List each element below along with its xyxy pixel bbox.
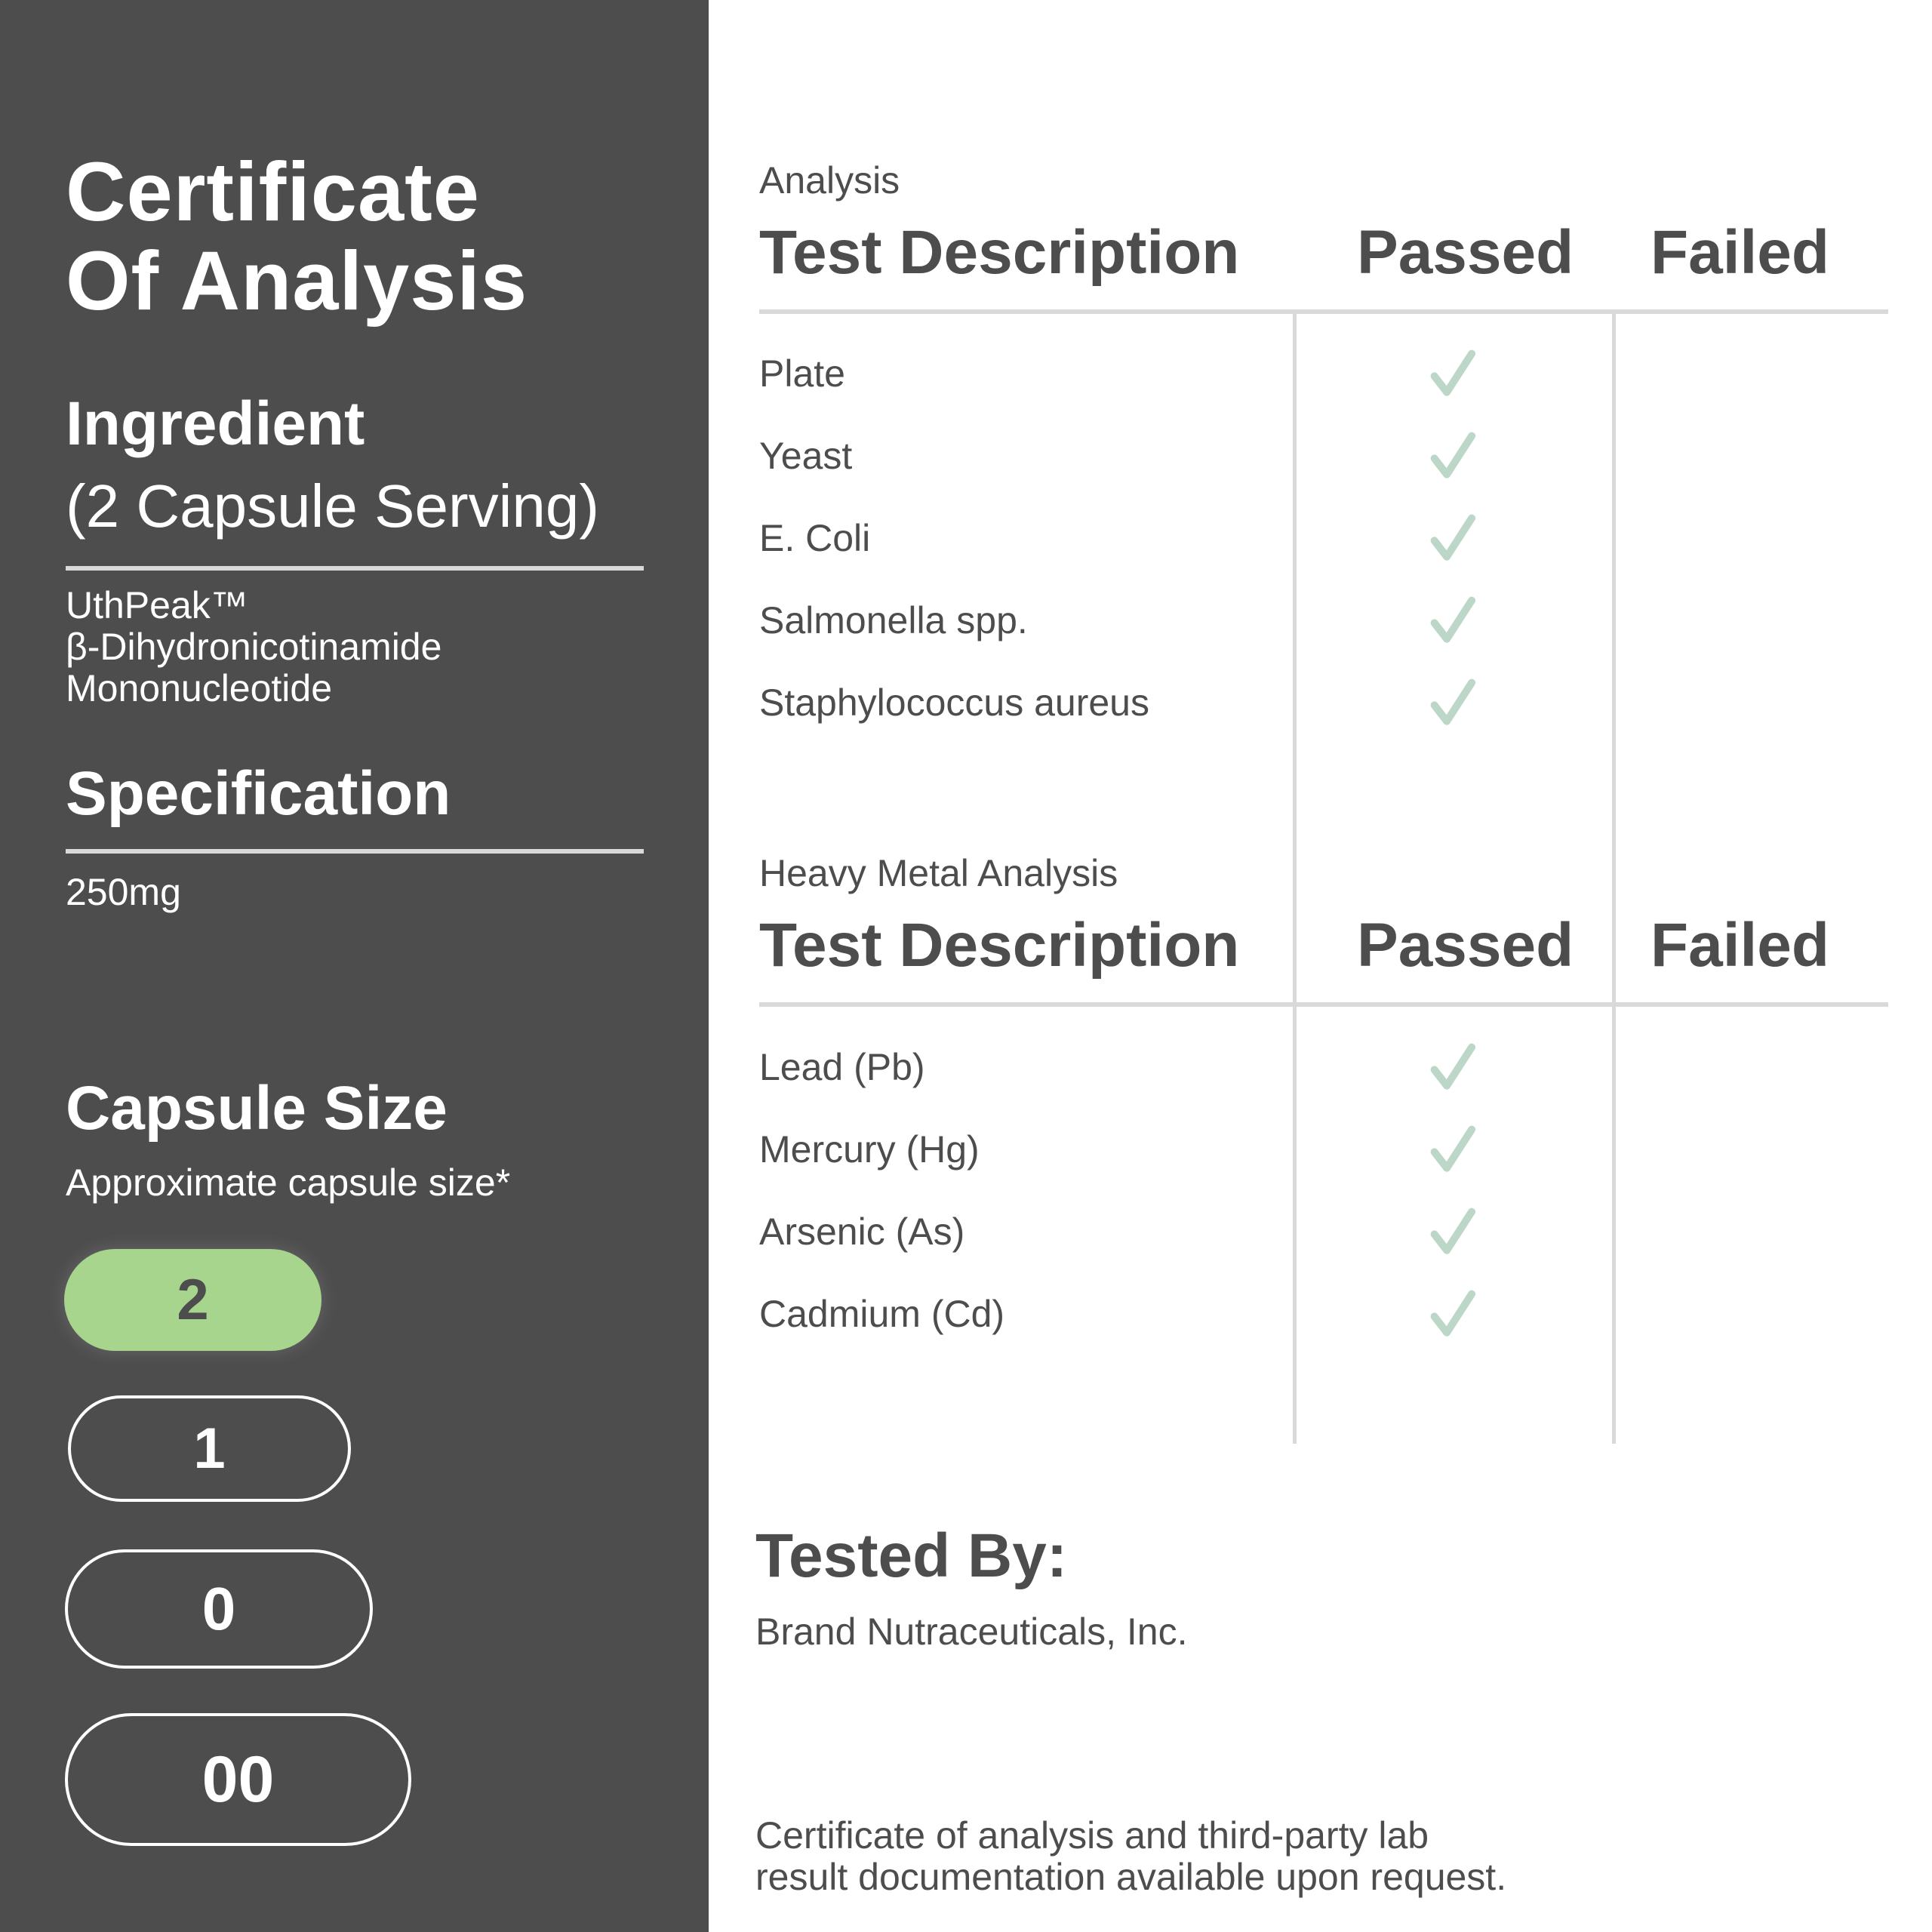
capsule-size-1[interactable] (68, 1395, 351, 1502)
table-row-test: Arsenic (As) (759, 1211, 965, 1253)
specification-value: 250mg (66, 871, 181, 913)
divider (66, 566, 644, 571)
table-row-test: Lead (Pb) (759, 1046, 925, 1088)
title-line-2: Of Analysis (66, 235, 528, 328)
checkmark-icon (1429, 513, 1479, 563)
checkmark-icon (1429, 431, 1479, 481)
checkmark-icon (1429, 678, 1479, 728)
column-divider (1293, 312, 1297, 1444)
table-row-test: E. Coli (759, 517, 871, 559)
column-header-failed: Failed (1651, 911, 1829, 980)
tested-by-heading: Tested By: (755, 1521, 1068, 1590)
capsule-size-00[interactable] (65, 1713, 411, 1846)
tested-by-lab: Brand Nutraceuticals, Inc. (755, 1611, 1188, 1653)
table-row-test: Mercury (Hg) (759, 1128, 980, 1171)
footer-line: Certificate of analysis and third-party lab (755, 1814, 1429, 1857)
table-header-divider (759, 1002, 1888, 1007)
column-header-failed: Failed (1651, 218, 1829, 287)
analysis-section-label: Analysis (759, 159, 900, 202)
checkmark-icon (1429, 1207, 1479, 1257)
checkmark-icon (1429, 349, 1479, 398)
capsule-size-2[interactable] (64, 1249, 321, 1351)
capsule-size-label: 00 (202, 1743, 275, 1816)
ingredient-name (66, 585, 441, 709)
checkmark-icon (1429, 595, 1479, 645)
ingredient-subheading: (2 Capsule Serving) (66, 472, 599, 540)
column-header-passed: Passed (1357, 218, 1574, 287)
table-row-test: Cadmium (Cd) (759, 1293, 1005, 1335)
title-line-1: Certificate (66, 146, 480, 238)
capsule-size-note: Approximate capsule size* (66, 1161, 511, 1204)
capsule-size-0[interactable] (65, 1549, 373, 1669)
capsule-size-label: 2 (177, 1268, 209, 1332)
ingredient-line: UthPeak™ (66, 584, 248, 626)
capsule-size-label: 0 (202, 1575, 236, 1642)
divider (66, 849, 644, 854)
ingredient-line: β-Dihydronicotinamide (66, 626, 442, 668)
table-row-test: Yeast (759, 435, 853, 477)
footer-line: result documentation available upon request. (755, 1856, 1507, 1898)
sidebar (0, 0, 709, 1932)
table-header-divider (759, 309, 1888, 314)
column-header-passed: Passed (1357, 911, 1574, 980)
capsule-size-heading: Capsule Size (66, 1074, 448, 1143)
table-row-test: Plate (759, 352, 845, 395)
table-row-test: Staphylococcus aureus (759, 681, 1149, 724)
page-title (66, 148, 528, 326)
specification-heading: Specification (66, 759, 451, 828)
heavy-metal-section-label: Heavy Metal Analysis (759, 852, 1118, 894)
column-header-test-description: Test Description (759, 218, 1240, 287)
ingredient-line: Mononucleotide (66, 667, 333, 709)
column-header-test-description: Test Description (759, 911, 1240, 980)
table-row-test: Salmonella spp. (759, 599, 1028, 641)
column-divider (1612, 312, 1616, 1444)
checkmark-icon (1429, 1289, 1479, 1339)
capsule-size-label: 1 (193, 1417, 226, 1481)
footer-note (755, 1815, 1506, 1898)
checkmark-icon (1429, 1042, 1479, 1092)
ingredient-heading: Ingredient (66, 389, 365, 458)
checkmark-icon (1429, 1124, 1479, 1174)
